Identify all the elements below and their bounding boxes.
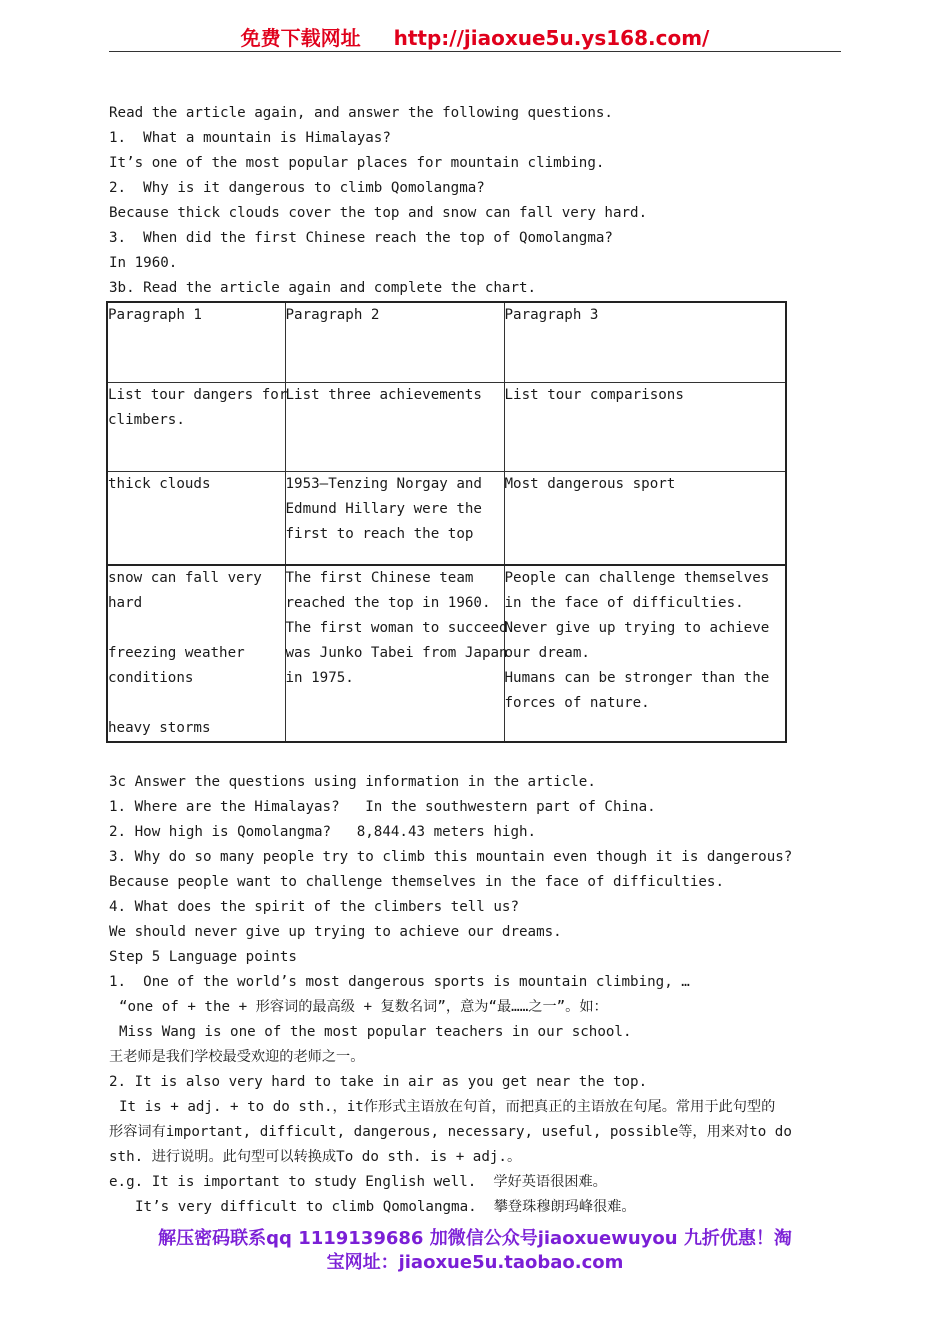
table-cell: List three achievements (285, 382, 504, 471)
footer-line: 解压密码联系qq 1119139686 加微信公众号jiaoxuewuyou 九折优惠！淘 (158, 1228, 792, 1249)
text-line: Step 5 Language points (109, 949, 297, 965)
text-line: 3c Answer the questions using information in the article. (109, 774, 596, 790)
text-line: 2. Why is it dangerous to climb Qomolangma? (109, 180, 485, 196)
text-line: Because thick clouds cover the top and snow can fall very hard. (109, 205, 648, 221)
text-line: It’s very difficult to climb Qomolangma. 攀登珠穆朗玛峰很难。 (135, 1199, 636, 1215)
text-line: 王老师是我们学校最受欢迎的老师之一。 (109, 1049, 365, 1065)
table-cell: Most dangerous sport (504, 471, 786, 565)
table-cell: 1953—Tenzing Norgay and Edmund Hillary were the first to reach the top (285, 471, 504, 565)
table-cell: List tour comparisons (504, 382, 786, 471)
text-line: 3. Why do so many people try to climb this mountain even though it is dangerous? (109, 849, 793, 865)
text-line: 2. How high is Qomolangma? 8,844.43 meters high. (109, 824, 537, 840)
header-divider (109, 51, 841, 52)
text-line: We should never give up trying to achieve our dreams. (109, 924, 562, 940)
reading-questions (109, 101, 849, 301)
contact-footer (0, 1227, 950, 1275)
table-cell: The first Chinese team reached the top in 1960. The first woman to succeed was Junko Tabei from Japan in 1975. (285, 565, 504, 742)
document-body (109, 101, 849, 1220)
table-cell: snow can fall very hard freezing weather conditions heavy storms (107, 565, 285, 742)
table-row-tasks (107, 382, 786, 471)
text-line: In 1960. (109, 255, 178, 271)
header-label: 免费下载网址 (240, 26, 361, 50)
text-line: 形容词有important, difficult, dangerous, necessary, useful, possible等，用来对to do (109, 1124, 792, 1140)
text-line: 2. It is also very hard to take in air as you get near the top. (109, 1074, 648, 1090)
text-line: sth. 进行说明。此句型可以转换成To do sth. is + adj.。 (109, 1149, 522, 1165)
text-line: 4. What does the spirit of the climbers tell us? (109, 899, 519, 915)
text-line: e.g. It is important to study English well. 学好英语很困难。 (109, 1174, 607, 1190)
table-cell: Paragraph 2 (285, 302, 504, 382)
table-row (107, 565, 786, 742)
table-cell: Paragraph 1 (107, 302, 285, 382)
table-row (107, 471, 786, 565)
table-cell: List tour dangers for climbers. (107, 382, 285, 471)
text-line: 3. When did the first Chinese reach the top of Qomolangma? (109, 230, 613, 246)
footer-link[interactable]: 宝网址：jiaoxue5u.taobao.com (326, 1252, 624, 1273)
text-line: 3b. Read the article again and complete the chart. (109, 280, 537, 296)
text-line: 1. What a mountain is Himalayas? (109, 130, 391, 146)
text-line: Read the article again, and answer the following questions. (109, 105, 613, 121)
table-cell: People can challenge themselves in the face of difficulties. Never give up trying to achieve our dream. Humans can be stronger than the forces of nature. (504, 565, 786, 742)
chart-table (106, 301, 787, 743)
text-line: “one of + the + 形容词的最高级 + 复数名词”，意为“最……之一”。如： (119, 999, 608, 1015)
text-line: It is + adj. + to do sth.，it作形式主语放在句首，而把真正的主语放在句尾。常用于此句型的 (119, 1099, 776, 1115)
table-row-headers (107, 302, 786, 382)
text-line: Miss Wang is one of the most popular teachers in our school. (119, 1024, 632, 1040)
text-line: It’s one of the most popular places for mountain climbing. (109, 155, 605, 171)
header-url-link[interactable]: http://jiaoxue5u.ys168.com/ (393, 26, 710, 50)
table-cell: Paragraph 3 (504, 302, 786, 382)
questions-and-language-points (109, 770, 849, 1220)
table-cell: thick clouds (107, 471, 285, 565)
text-line: Because people want to challenge themselves in the face of difficulties. (109, 874, 724, 890)
download-header (0, 22, 950, 51)
text-line: 1. Where are the Himalayas? In the southwestern part of China. (109, 799, 656, 815)
text-line: 1. One of the world’s most dangerous sports is mountain climbing, … (109, 974, 690, 990)
